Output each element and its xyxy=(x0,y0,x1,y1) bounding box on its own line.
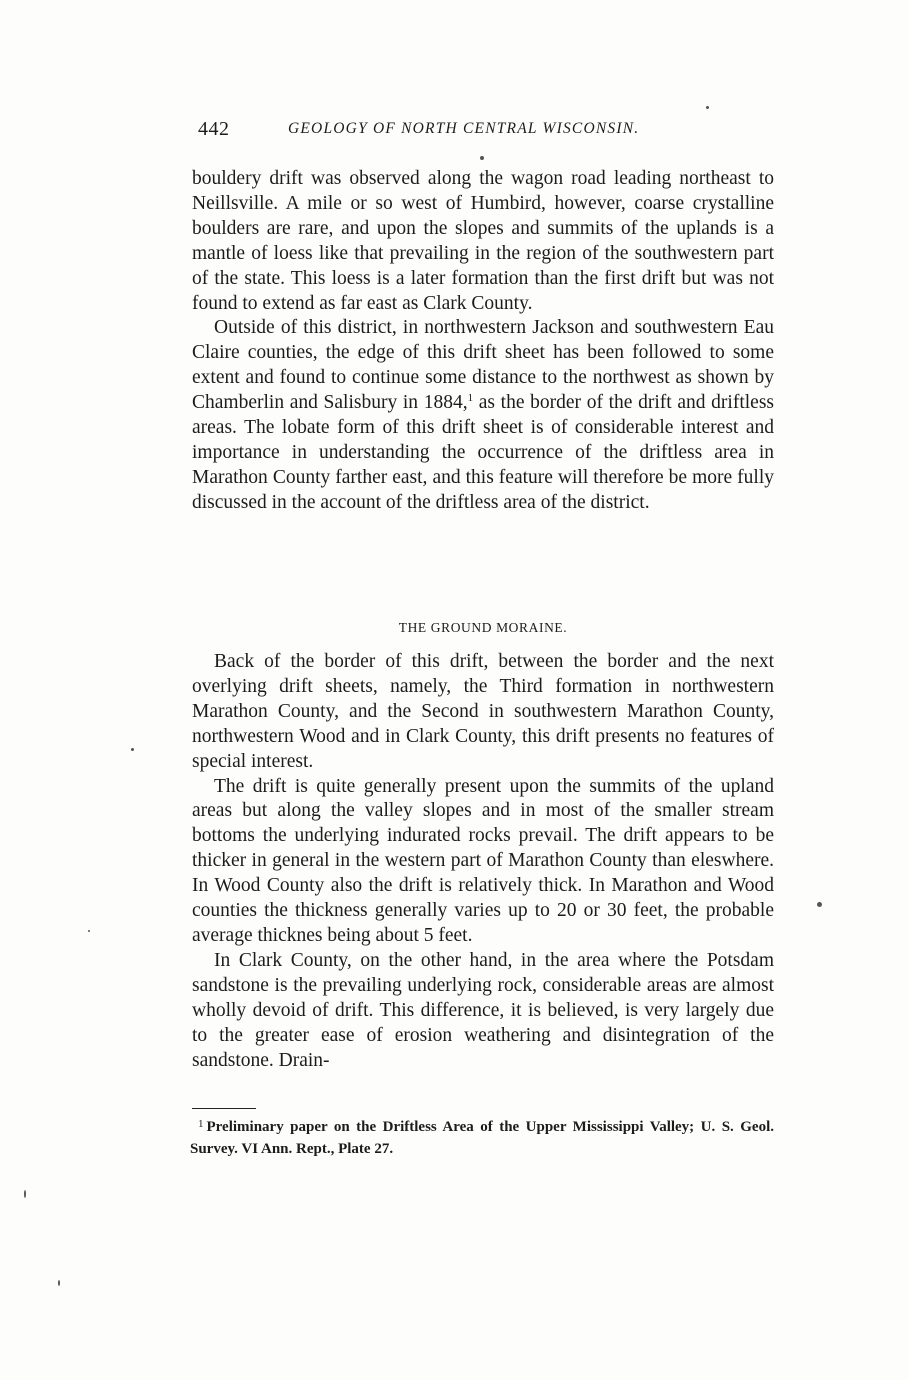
footnote-mark: 1 xyxy=(198,1118,204,1130)
scan-speck xyxy=(131,748,134,751)
paragraph-drift-edge xyxy=(192,316,774,515)
body-text-lower xyxy=(192,650,774,1073)
scan-speck xyxy=(706,106,709,109)
scan-speck xyxy=(88,930,90,932)
running-head xyxy=(198,118,778,146)
running-head-title: GEOLOGY OF NORTH CENTRAL WISCONSIN. xyxy=(288,120,640,137)
section-heading: THE GROUND MORAINE. xyxy=(398,620,568,635)
scan-speck xyxy=(58,1280,60,1286)
paragraph-border: Back of the border of this drift, between the border and the next overlying drift sheets, namely, the Third formation in northwestern Marathon County, and the Second in southwestern Marathon County, northwestern Wood and in Clark County, this drift presents no features of special interest. xyxy=(192,651,774,772)
paragraph-continued: bouldery drift was observed along the wagon road leading northeast to Neillsville. A mile or so west of Humbird, however, coarse crystalline boulders are rare, and upon the slopes and summits of the uplands is a mantle of loess like that prevailing in the region of the southwestern part of the state. This loess is a later formation than the first drift but was not found to extend as far east as Clark County. xyxy=(192,168,774,314)
body-text-upper xyxy=(192,167,774,516)
paragraph-drift-edge-part1: Outside of this district, in northwestern Jackson and southwestern Eau Claire counties, the edge of this drift sheet has been followed to some extent and found to continue some distance to the northwest as shown by Chamberlin and Salisbury in 1884, xyxy=(192,317,774,414)
footnote-text: Preliminary paper on the Driftless Area of the Upper Mississippi Valley; U. S. Geol. Survey. VI Ann. Rept., Plate 27. xyxy=(190,1119,774,1157)
footnote xyxy=(190,1113,774,1160)
scan-speck xyxy=(480,156,484,160)
scan-speck xyxy=(24,1190,26,1198)
paragraph-thickness: The drift is quite generally present upon the summits of the upland areas but along the valley slopes and in most of the smaller stream bottoms the underlying indurated rocks prevail. The drift appears to be thicker in general in the western part of Marathon County than eleswhere. In Wood County also the drift is relatively thick. In Marathon and Wood counties the thickness generally varies up to 20 or 30 feet, the probable average thicknes being about 5 feet. xyxy=(192,775,774,946)
paragraph-clark-county: In Clark County, on the other hand, in the area where the Potsdam sandstone is the prevailing underlying rock, considerable areas are almost wholly devoid of drift. This difference, it is believed, is very largely due to the greater ease of erosion weathering and disintegration of the sandstone. Drain- xyxy=(192,949,774,1071)
footnote-divider xyxy=(192,1108,256,1109)
scan-speck xyxy=(817,902,822,907)
page-number: 442 xyxy=(198,118,230,140)
paragraph-drift-edge-part2: as the border of the drift and driftless areas. The lobate form of this drift sheet is of considerable interest and importance in understanding the occurrence of the driftless area in Marathon County farther east, and this feature will therefore be more fully discussed in the account of the driftless area of the district. xyxy=(192,392,774,513)
footnote-reference: 1 xyxy=(467,392,474,405)
